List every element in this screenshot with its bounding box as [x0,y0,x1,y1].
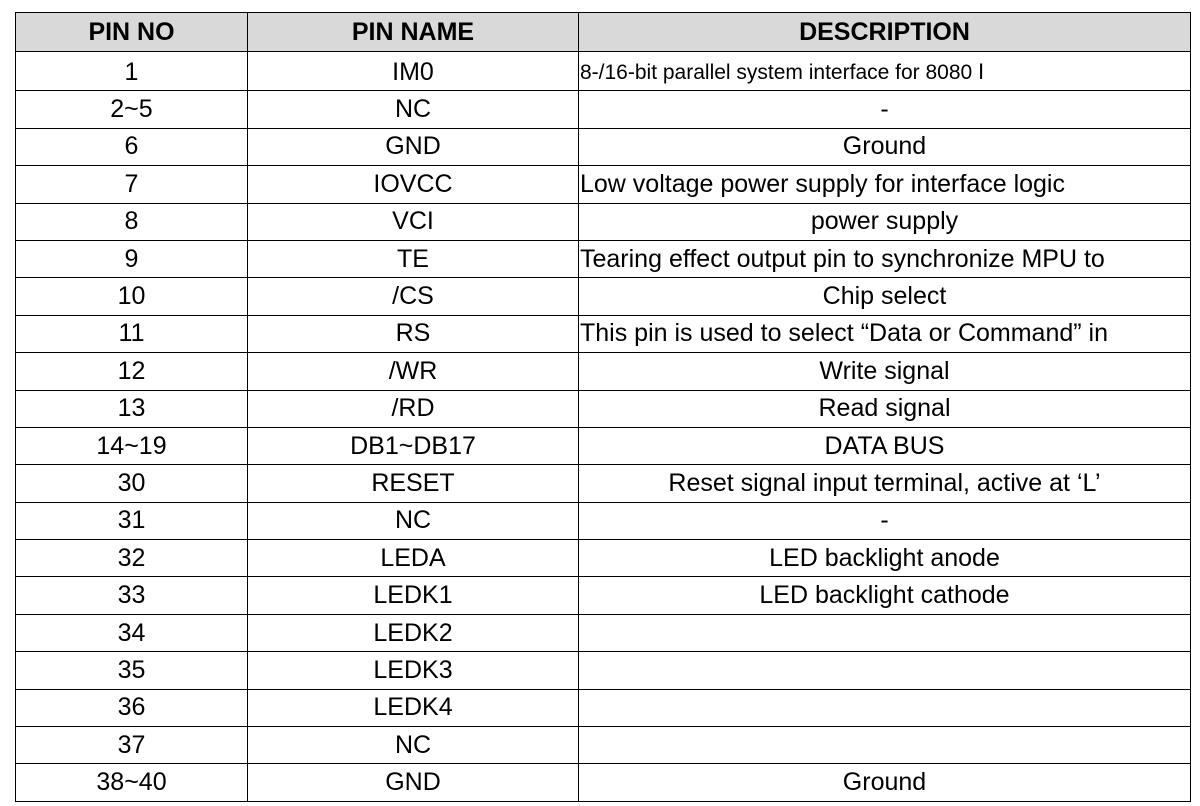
pin-name-cell: /WR [248,353,579,390]
header-description: DESCRIPTION [579,13,1191,52]
table-row [16,315,1191,352]
pin-name-cell: NC [248,502,579,539]
pin-no-cell: 31 [16,502,248,539]
pin-no-cell: 33 [16,577,248,614]
table-body [16,52,1191,802]
header-pin-name: PIN NAME [248,13,579,52]
pin-no-cell: 35 [16,652,248,689]
pin-name-cell: VCI [248,203,579,240]
pin-name-cell: RS [248,315,579,352]
pin-name-cell: TE [248,240,579,277]
table-row [16,203,1191,240]
pin-name-cell: LEDK2 [248,614,579,651]
pin-no-cell: 2~5 [16,91,248,128]
pin-table [15,12,1191,802]
pin-name-cell: /CS [248,278,579,315]
table-row [16,614,1191,651]
pin-no-cell: 7 [16,166,248,203]
description-cell: Ground [579,128,1191,165]
pin-no-cell: 6 [16,128,248,165]
description-cell [579,727,1191,764]
table-row [16,689,1191,726]
table-row [16,727,1191,764]
pin-no-cell: 12 [16,353,248,390]
pin-no-cell: 10 [16,278,248,315]
table-row [16,427,1191,464]
table-header [16,13,1191,52]
table-row [16,240,1191,277]
pin-name-cell: LEDK3 [248,652,579,689]
description-cell: - [579,91,1191,128]
description-cell: Chip select [579,278,1191,315]
pin-no-cell: 36 [16,689,248,726]
description-cell: Tearing effect output pin to synchronize MPU to [579,240,1191,277]
pin-no-cell: 1 [16,52,248,91]
pin-name-cell: DB1~DB17 [248,427,579,464]
header-pin-no: PIN NO [16,13,248,52]
pin-name-cell: GND [248,128,579,165]
table-row [16,128,1191,165]
pin-no-cell: 32 [16,540,248,577]
pin-no-cell: 14~19 [16,427,248,464]
pin-no-cell: 30 [16,465,248,502]
table-row [16,278,1191,315]
table-row [16,353,1191,390]
description-cell: Ground [579,764,1191,801]
description-cell [579,652,1191,689]
pin-name-cell: NC [248,727,579,764]
pin-name-cell: LEDK4 [248,689,579,726]
description-cell [579,689,1191,726]
description-cell: LED backlight cathode [579,577,1191,614]
description-cell: Reset signal input terminal, active at ‘L’ [579,465,1191,502]
table-row [16,764,1191,801]
description-cell: power supply [579,203,1191,240]
pin-no-cell: 37 [16,727,248,764]
pin-name-cell: /RD [248,390,579,427]
pin-name-cell: IOVCC [248,166,579,203]
description-cell: 8-/16-bit parallel system interface for 8080 Ⅰ [579,52,1191,91]
table-row [16,502,1191,539]
table-row [16,465,1191,502]
pin-no-cell: 9 [16,240,248,277]
pin-no-cell: 34 [16,614,248,651]
pin-name-cell: LEDK1 [248,577,579,614]
table-row [16,390,1191,427]
description-cell: DATA BUS [579,427,1191,464]
pin-name-cell: RESET [248,465,579,502]
table-row [16,540,1191,577]
table-row [16,91,1191,128]
description-cell: Low voltage power supply for interface logic [579,166,1191,203]
pin-name-cell: LEDA [248,540,579,577]
pin-name-cell: NC [248,91,579,128]
description-cell: LED backlight anode [579,540,1191,577]
pin-no-cell: 8 [16,203,248,240]
pin-no-cell: 38~40 [16,764,248,801]
description-cell: - [579,502,1191,539]
table-row [16,652,1191,689]
header-row [16,13,1191,52]
pin-name-cell: IM0 [248,52,579,91]
table-row [16,52,1191,91]
table-row [16,166,1191,203]
pin-no-cell: 11 [16,315,248,352]
description-cell: Read signal [579,390,1191,427]
description-cell: This pin is used to select “Data or Command” in [579,315,1191,352]
pin-name-cell: GND [248,764,579,801]
pin-no-cell: 13 [16,390,248,427]
description-cell: Write signal [579,353,1191,390]
description-cell [579,614,1191,651]
table-row [16,577,1191,614]
